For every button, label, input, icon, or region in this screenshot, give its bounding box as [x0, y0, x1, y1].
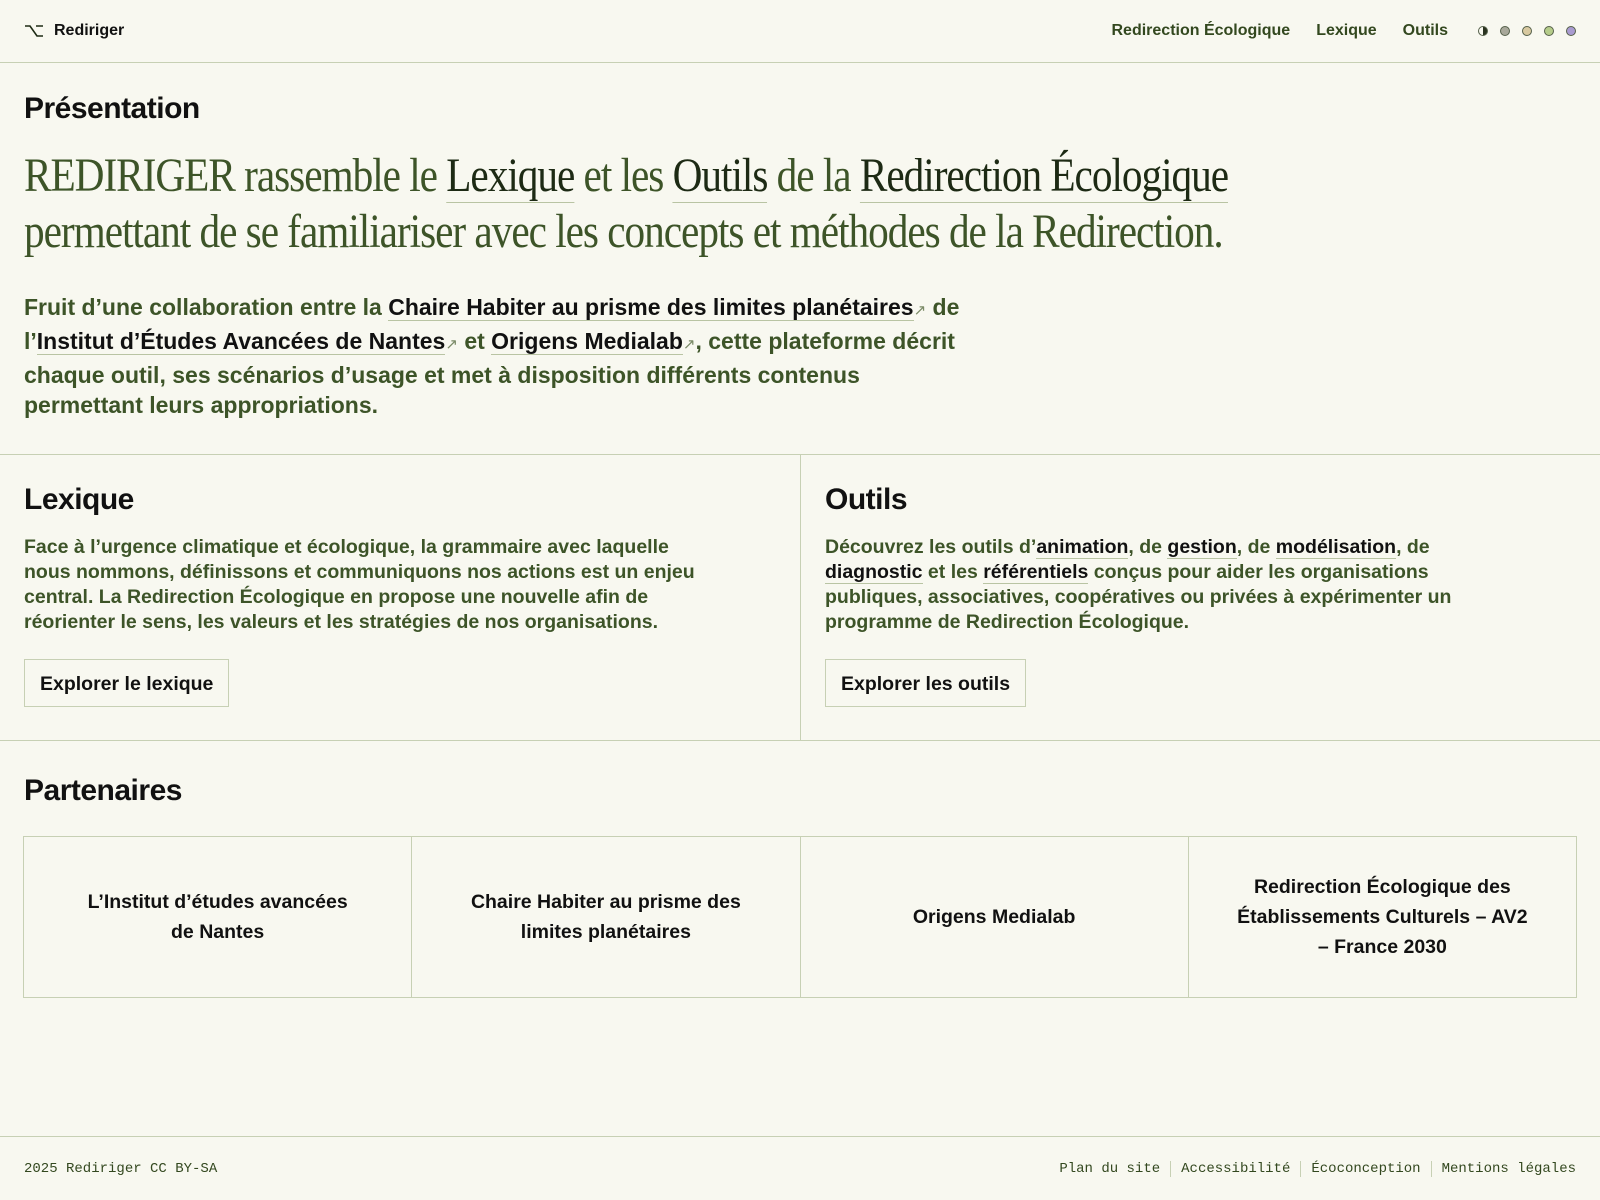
- partner-origens-medialab[interactable]: [800, 837, 1188, 997]
- lead-text: et les: [574, 149, 673, 202]
- collab-text: et: [457, 328, 492, 354]
- site-footer: [0, 1136, 1600, 1200]
- collaboration-text: [24, 292, 964, 420]
- outils-title: Outils: [825, 483, 908, 516]
- lexique-card: [0, 455, 800, 740]
- theme-contrast-icon[interactable]: [1478, 26, 1488, 36]
- nav-outils[interactable]: Outils: [1402, 22, 1448, 39]
- sections-grid: [0, 454, 1600, 741]
- presentation-title: Présentation: [24, 92, 200, 125]
- collab-text: , cette plateforme décrit chaque outil, ses scénarios d’usage et met à disposition différents contenus permettant leurs appropriations.: [24, 328, 955, 418]
- lead-link-outils[interactable]: Outils: [672, 149, 768, 202]
- partner-chaire-habiter[interactable]: [411, 837, 799, 997]
- link-animation[interactable]: animation: [1036, 536, 1129, 558]
- link-chaire-habiter[interactable]: Chaire Habiter au prisme des limites planétaires: [388, 294, 914, 320]
- outils-text: , de: [1128, 536, 1168, 558]
- footer-link-ecoconception[interactable]: Écoconception: [1300, 1161, 1430, 1177]
- presentation-lead: [24, 148, 1400, 260]
- outils-text: conçus pour aider les organisations publiques, associatives, coopératives ou privées à expérimenter un programme de Redirection Écologique.: [825, 561, 1452, 633]
- link-modelisation[interactable]: modélisation: [1275, 536, 1397, 558]
- explore-lexique-button[interactable]: Explorer le lexique: [24, 659, 229, 707]
- external-link-icon: ↗: [682, 336, 696, 353]
- theme-swatch-green[interactable]: [1544, 26, 1554, 36]
- outils-text: , de: [1236, 536, 1276, 558]
- outils-text: Découvrez les outils d’: [825, 536, 1037, 558]
- brand-name: Rediriger: [54, 22, 125, 39]
- lexique-title: Lexique: [24, 483, 134, 516]
- link-origens-medialab[interactable]: Origens Medialab: [491, 328, 683, 354]
- presentation-section: [24, 92, 1574, 420]
- link-referentiels[interactable]: référentiels: [983, 561, 1089, 583]
- lead-link-lexique[interactable]: Lexique: [446, 149, 575, 202]
- main-nav: [1086, 22, 1577, 40]
- partner-name: Origens Medialab: [912, 906, 1076, 928]
- partner-name: L’Institut d’études avancées de Nantes: [87, 891, 348, 943]
- theme-swatch-sand[interactable]: [1522, 26, 1532, 36]
- lead-text: permettant de se familiariser avec les concepts et méthodes de la Redirection.: [24, 205, 1223, 258]
- nav-redirection-ecologique[interactable]: Redirection Écologique: [1111, 22, 1291, 39]
- outils-text: , de: [1396, 536, 1430, 558]
- copyright: 2025 Rediriger CC BY-SA: [24, 1160, 218, 1177]
- option-key-icon: [24, 24, 44, 38]
- nav-lexique[interactable]: Lexique: [1316, 22, 1377, 39]
- explore-outils-button[interactable]: Explorer les outils: [825, 659, 1026, 707]
- partner-name: Chaire Habiter au prisme des limites planétaires: [470, 891, 741, 943]
- footer-link-mentions-legales[interactable]: Mentions légales: [1431, 1161, 1576, 1177]
- footer-link-accessibilite[interactable]: Accessibilité: [1170, 1161, 1300, 1177]
- outils-text: et les: [922, 561, 984, 583]
- lead-text: de la: [767, 149, 860, 202]
- partners-title: Partenaires: [24, 774, 182, 807]
- collab-text: de l’: [24, 294, 960, 354]
- link-diagnostic[interactable]: diagnostic: [825, 561, 923, 583]
- lead-text: REDIRIGER rassemble le: [24, 149, 447, 202]
- footer-link-plan-du-site[interactable]: Plan du site: [1059, 1160, 1161, 1177]
- link-gestion[interactable]: gestion: [1167, 536, 1237, 558]
- theme-switcher: [1478, 26, 1576, 36]
- lexique-description: Face à l’urgence climatique et écologique, la grammaire avec laquelle nous nommons, définissons et communiquons nos actions est un enjeu central. La Redirection Écologique en propose une nouvelle afin de réorienter le sens, les valeurs et les stratégies de nos organisations.: [24, 536, 695, 633]
- external-link-icon: ↗: [445, 336, 458, 353]
- partner-av2-france-2030[interactable]: [1188, 837, 1576, 997]
- site-header: [0, 0, 1600, 63]
- theme-swatch-lavender[interactable]: [1566, 26, 1576, 36]
- link-institut-nantes[interactable]: Institut d’Études Avancées de Nantes: [36, 328, 446, 354]
- lead-link-redirection[interactable]: Redirection Écologique: [859, 149, 1229, 202]
- brand-link[interactable]: [24, 22, 124, 40]
- footer-links: [1049, 1161, 1576, 1177]
- outils-description: [825, 535, 1505, 635]
- collab-text: Fruit d’une collaboration entre la: [24, 294, 389, 320]
- partner-name: Redirection Écologique des Établissements Culturels – AV2 – France 2030: [1237, 876, 1528, 958]
- partners-grid: [23, 836, 1577, 998]
- partner-institut-nantes[interactable]: [24, 837, 411, 997]
- external-link-icon: ↗: [913, 302, 927, 319]
- outils-card: [800, 455, 1600, 740]
- theme-swatch-grey[interactable]: [1500, 26, 1510, 36]
